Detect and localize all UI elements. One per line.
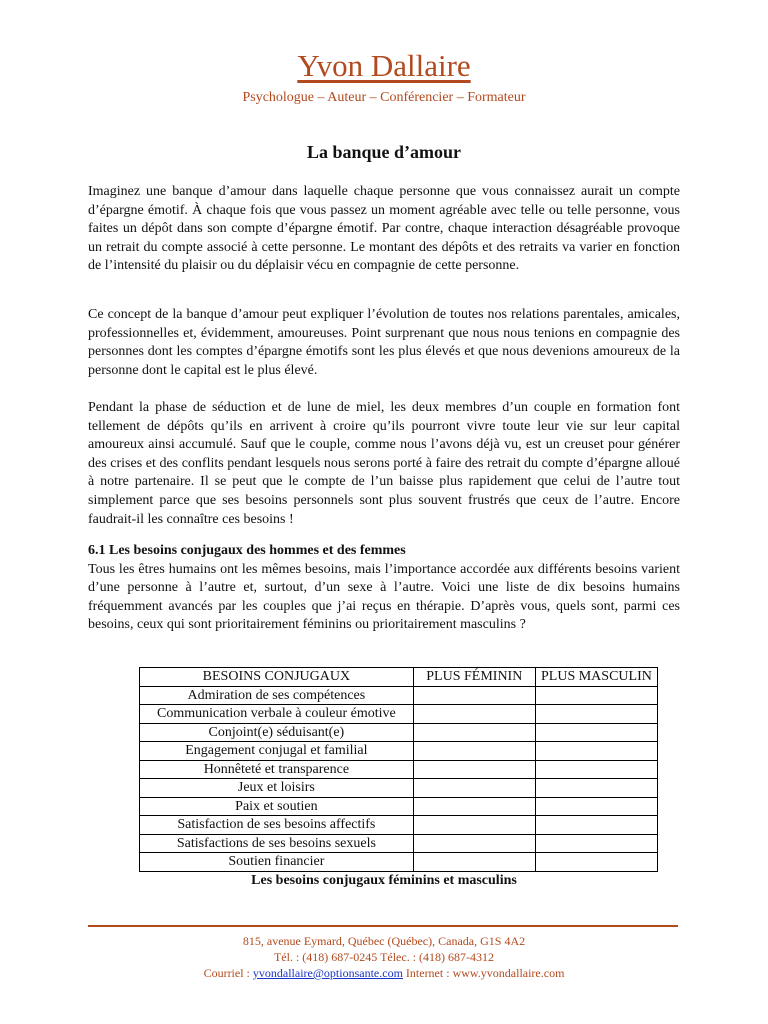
masculin-cell[interactable] [535,742,657,761]
table-row [140,742,658,761]
need-label: Satisfactions de ses besoins sexuels [140,834,414,853]
masculin-cell[interactable] [535,723,657,742]
table-row [140,797,658,816]
email-label: Courriel : [203,966,250,980]
need-label: Soutien financier [140,853,414,872]
table-row [140,760,658,779]
needs-table [139,667,658,872]
masculin-cell[interactable] [535,853,657,872]
author-tagline: Psychologue – Auteur – Conférencier – Formateur [242,90,526,105]
web-label: Internet : [405,966,450,980]
feminin-cell[interactable] [413,779,535,798]
feminin-cell[interactable] [413,853,535,872]
table-row [140,705,658,724]
paragraph-3 [88,399,680,529]
header-masculin: PLUS MASCULIN [535,668,657,687]
table-row [140,853,658,872]
table-row [140,834,658,853]
header-feminin: PLUS FÉMININ [413,668,535,687]
table-row [140,779,658,798]
feminin-cell[interactable] [413,760,535,779]
feminin-cell[interactable] [413,723,535,742]
feminin-cell[interactable] [413,686,535,705]
masculin-cell[interactable] [535,705,657,724]
table-row [140,816,658,835]
feminin-cell[interactable] [413,797,535,816]
feminin-cell[interactable] [413,816,535,835]
paragraph-text: Ce concept de la banque d’amour peut expliquer l’évolution de toutes nos relations parentales, amicales, professionnelles et, évidemment, amoureuses. Point surprenant que nous nous tenions en compagnie des personnes dont les comptes d’épargne émotifs sont les plus élevés et que nous devenions amoureux de la personne dont le capital est le plus élevé. [88,307,680,378]
need-label: Paix et soutien [140,797,414,816]
masculin-cell[interactable] [535,834,657,853]
table-caption: Les besoins conjugaux féminins et masculins [251,873,517,888]
section-6-1 [88,542,680,635]
table-row [140,686,658,705]
letterhead [0,48,768,106]
email-link[interactable]: yvondallaire@optionsante.com [252,966,403,980]
need-label: Conjoint(e) séduisant(e) [140,723,414,742]
need-label: Honnêteté et transparence [140,760,414,779]
masculin-cell[interactable] [535,760,657,779]
section-text: Tous les êtres humains ont les mêmes besoins, mais l’importance accordée aux différents besoins varient d’une personne à l’autre et, surtout, d’un sexe à l’autre. Voici une liste de dix besoins humains fréquemment avancés par les couples que j’ai reçus en thérapie. D’après vous, quels sont, parmi ces besoins, ceux qui sont prioritairement féminins ou prioritairement masculins ? [88,561,680,633]
masculin-cell[interactable] [535,797,657,816]
need-label: Engagement conjugal et familial [140,742,414,761]
paragraph-1 [88,183,680,276]
website-text[interactable]: www.yvondallaire.com [452,966,565,980]
table-header-row [140,668,658,687]
masculin-cell[interactable] [535,686,657,705]
masculin-cell[interactable] [535,816,657,835]
need-label: Jeux et loisirs [140,779,414,798]
footer-contact [0,965,768,981]
footer-phone: Tél. : (418) 687-0245 Télec. : (418) 687-4312 [273,950,495,964]
need-label: Satisfaction de ses besoins affectifs [140,816,414,835]
document-title: La banque d’amour [306,142,462,162]
paragraph-2 [88,306,680,380]
feminin-cell[interactable] [413,705,535,724]
table-row [140,723,658,742]
header-besoins: BESOINS CONJUGAUX [140,668,414,687]
paragraph-text: Pendant la phase de séduction et de lune de miel, les deux membres d’un couple en formation font tellement de dépôts qu’ils en arrivent à croire qu’ils pourront vivre toute leur vie sur leur capital amoureux ainsi accumulé. Sauf que le couple, comme nous l’avons déjà vu, est un creuset pour générer des crises et des conflits pendant lesquels nous serons porté à faire des retrait du compte d’épargne alloué à notre partenaire. Il se peut que le compte de l’un baisse plus rapidement que celui de l’autre tout simplement parce que ses besoins personnels sont plus souvent frustrés que ceux de l’autre. Encore faudrait-il les connaître ces besoins ! [88,400,680,527]
feminin-cell[interactable] [413,834,535,853]
footer-divider [88,925,678,927]
paragraph-text: Imaginez une banque d’amour dans laquelle chaque personne que vous connaissez aurait un compte d’épargne émotif. À chaque fois que vous passez un moment agréable avec telle ou telle personne, vous faites un dépôt dans son compte d’épargne émotif. Par contre, chaque interaction désagréable provoque un retrait du compte associé à cette personne. Le montant des dépôts et des retraits va varier en fonction de l’intensité du plaisir ou du déplaisir vécu en compagnie de cette personne. [88,184,680,274]
footer [0,933,768,981]
need-label: Communication verbale à couleur émotive [140,705,414,724]
section-heading: 6.1 Les besoins conjugaux des hommes et des femmes [88,543,406,558]
need-label: Admiration de ses compétences [140,686,414,705]
feminin-cell[interactable] [413,742,535,761]
masculin-cell[interactable] [535,779,657,798]
author-name: Yvon Dallaire [297,48,471,83]
footer-address: 815, avenue Eymard, Québec (Québec), Canada, G1S 4A2 [242,934,526,948]
